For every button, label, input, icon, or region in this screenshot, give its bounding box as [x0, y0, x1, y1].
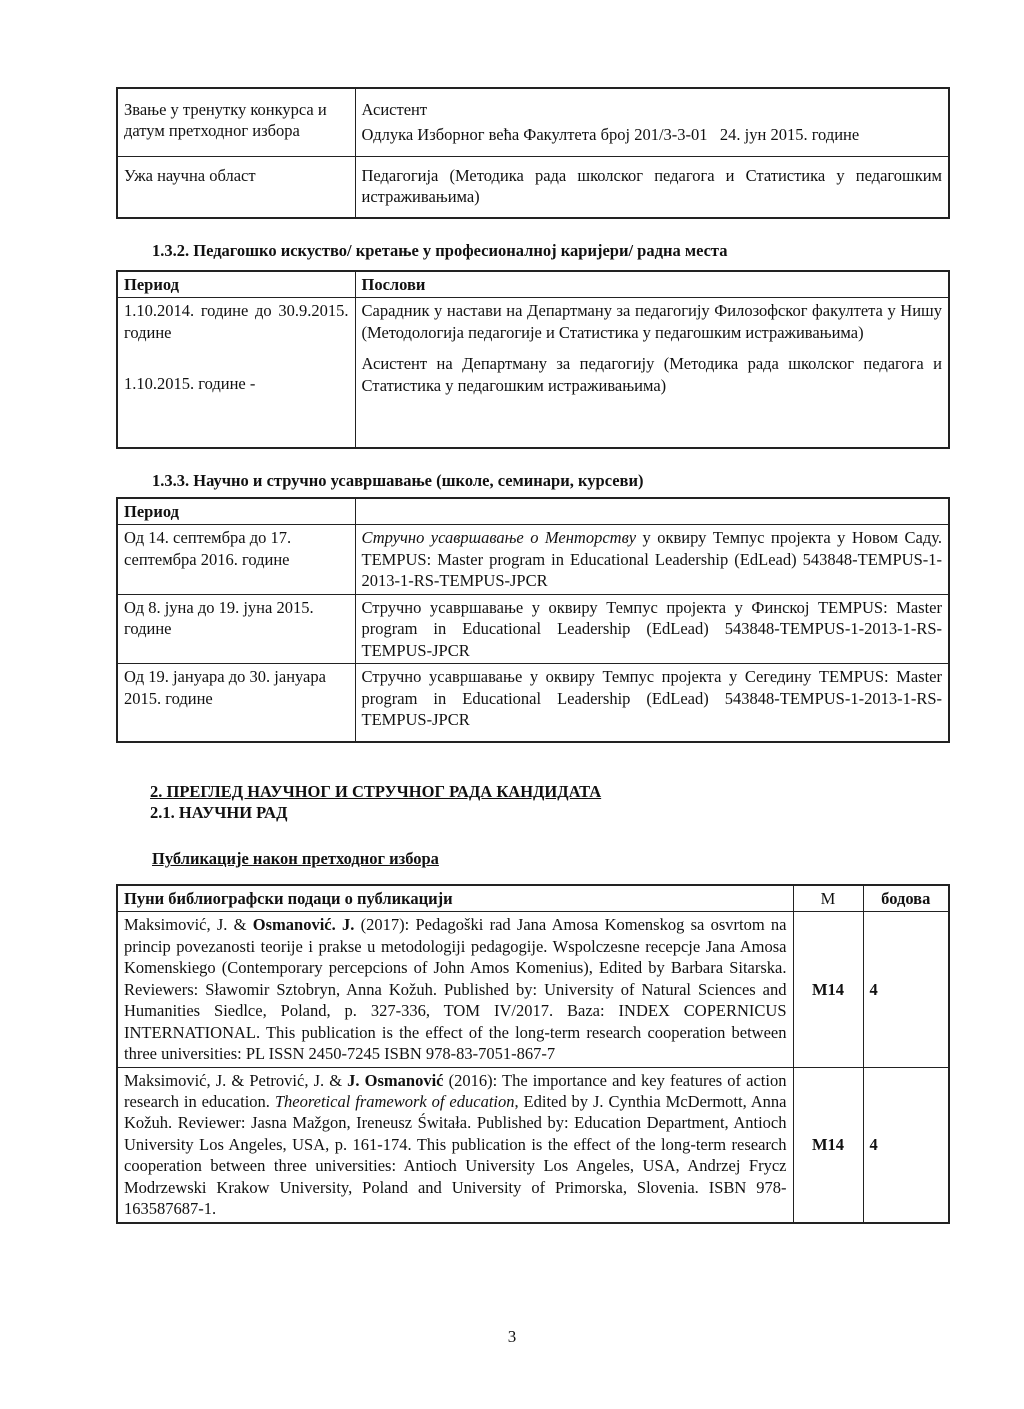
- training-title: Стручно усавршавање о Менторству: [361, 528, 637, 548]
- period-cell: [117, 525, 355, 594]
- job-1: Сарадник у настави на Департману за педагогију Филозофског факултета у Нишу (Методологија педагогије и Статистика у педагошким истраживањима): [361, 301, 942, 342]
- period-text: Од 19. јануара до 30. јануара 2015. године: [124, 667, 326, 708]
- m-cell: [793, 912, 863, 1067]
- author-bold: J. Osmanović: [347, 1070, 444, 1090]
- col-period-label: Период: [124, 275, 179, 294]
- page-number: 3: [507, 1327, 517, 1346]
- field-label: Ужа научна област: [124, 165, 256, 185]
- jobs-cell: [355, 298, 949, 448]
- period-text: Од 14. септембра до 17. септембра 2016. године: [124, 528, 292, 569]
- training-cell: [355, 525, 949, 594]
- publication-cell: [117, 1067, 793, 1223]
- col-m-header: [793, 885, 863, 912]
- publications-table: [116, 884, 950, 1224]
- candidate-info-table: [116, 87, 950, 219]
- col-points-label: бодова: [881, 889, 931, 908]
- section-132-title: 1.3.2. Педагошко искуство/ кретање у професионалној каријери/ радна места: [152, 241, 728, 260]
- col-points-header: [863, 885, 949, 912]
- points-value: 4: [869, 1134, 878, 1154]
- m-cell: [793, 1067, 863, 1223]
- points-cell: [863, 912, 949, 1067]
- publication-text: (2016): The importance and key features of action research in education.: [124, 1070, 787, 1111]
- col-biblio-header: [117, 885, 793, 912]
- period-cell: [117, 298, 355, 448]
- training-text: у оквиру Темпус пројекта у Новом Саду. TEMPUS: Master program in Educational Leadership (EdLead) 543848-TEMPUS-1-2013-1-RS-TEMPUS-JPCR: [361, 528, 942, 591]
- points-value: 4: [869, 979, 878, 999]
- col-jobs-header: [355, 271, 949, 298]
- m-value: M14: [811, 979, 845, 999]
- empty-header: [355, 498, 949, 525]
- job-2: Асистент на Департману за педагогију (Методика рада школског педагога и Статистика у педагошким истраживањима): [361, 354, 942, 395]
- col-m-label: M: [820, 889, 836, 908]
- publication-cell: [117, 912, 793, 1067]
- m-value: M14: [811, 1134, 845, 1154]
- col-biblio-label: Пуни библиографски подаци о публикацији: [124, 889, 453, 908]
- decision-text: Одлука Изборног већа Факултета број 201/3-3-01 24. јун 2015. године: [361, 125, 860, 145]
- training-cell: [355, 664, 949, 742]
- field-value-cell: [355, 156, 949, 218]
- authors: Maksimović, J. &: [124, 915, 253, 935]
- table-row: [117, 298, 949, 448]
- col-period-header: [117, 498, 355, 525]
- col-period-label: Период: [124, 502, 179, 521]
- training-text: Стручно усавршавање у оквиру Темпус пројекта у Финској TEMPUS: Master program in Educational Leadership (EdLead) 543848-TEMPUS-1-2013-1-RS-TEMPUS-JPCR: [361, 597, 942, 660]
- section-133-title: 1.3.3. Научно и стручно усавршавање (школе, семинари, курсеви): [152, 471, 644, 490]
- rank-value: Асистент: [361, 100, 428, 119]
- table-row: [117, 594, 949, 663]
- period-cell: [117, 594, 355, 663]
- training-table: [116, 497, 950, 743]
- points-cell: [863, 1067, 949, 1223]
- period-cell: [117, 664, 355, 742]
- field-label-cell: [117, 156, 355, 218]
- field-value: Педагогија (Методика рада школског педагога и Статистика у педагошким истраживањима): [361, 165, 942, 206]
- table-row: [117, 525, 949, 594]
- rank-label: Звање у тренутку конкурса и датум претходног избора: [124, 100, 327, 141]
- publication-text: , Edited by J. Cynthia McDermott, Anna Kožuh. Reviewer: Jasna Mažgon, Ireneusz Świtała. Published by: Education Department, Antioch University Los Angeles, USA, p. 161-174. This publication is the effect of the long-term research cooperation between three universities: Antioch University Los Angeles, USA, Andrzej Frycz Modrzewski Krakow University, Poland and University of Primorska, Slovenia. ISBN 978-163587687-1.: [124, 1091, 787, 1219]
- table-row: [117, 1067, 949, 1223]
- publications-heading: Публикације након претходног избора: [152, 849, 439, 868]
- publication-text: (2017): Pedagoški rad Jana Amosa Komenskog sa osvrtom na princip povezanosti teorije i prakse u metodologiji pedagogije. Wspolczesne recepcje Jana Amosa Komenskiego (Contemporary percepcions of John Amos Komenius), Edited by Barbara Sitarska. Reviewers: Sławomir Sztobryn, Anna Kožuh. Published by: University of Natural Sciences and Humanities Siedlce, Poland, p. 327-336, TOM IV/2017. Baza: INDEX COPERNICUS INTERNATIONAL. This publication is the effect of the long-term research cooperation between three universities: PL ISSN 2450-7245 ISBN 978-83-7051-867-7: [124, 915, 787, 1064]
- author-bold: Osmanović. J.: [252, 915, 355, 935]
- col-jobs-label: Послови: [361, 275, 426, 294]
- experience-table: [116, 270, 950, 449]
- section-2-title: 2. ПРЕГЛЕД НАУЧНОГ И СТРУЧНОГ РАДА КАНДИДАТА: [150, 782, 602, 801]
- section-21-title: 2.1. НАУЧНИ РАД: [150, 803, 288, 822]
- col-period-header: [117, 271, 355, 298]
- authors: Maksimović, J. & Petrović, J. &: [124, 1070, 348, 1090]
- training-text: Стручно усавршавање у оквиру Темпус пројекта у Сегедину TEMPUS: Master program in Educational Leadership (EdLead) 543848-TEMPUS-1-2013-1-RS-TEMPUS-JPCR: [361, 667, 942, 729]
- rank-label-cell: [117, 88, 355, 156]
- period-2: 1.10.2015. године -: [124, 374, 256, 394]
- training-cell: [355, 594, 949, 663]
- period-text: Од 8. јуна до 19. јуна 2015. године: [124, 597, 314, 639]
- table-row: [117, 912, 949, 1067]
- table-row: [117, 664, 949, 742]
- rank-value-cell: [355, 88, 949, 156]
- publication-title: Theoretical framework of education: [274, 1091, 515, 1111]
- period-1: 1.10.2014. године до 30.9.2015. године: [124, 301, 349, 342]
